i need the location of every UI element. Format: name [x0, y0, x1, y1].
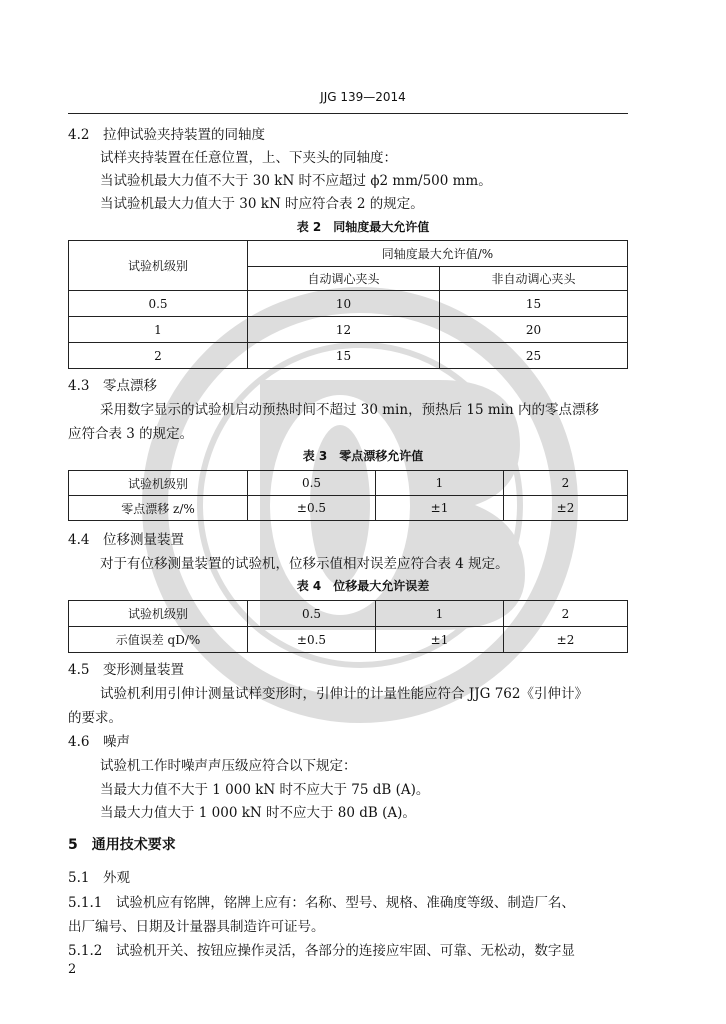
- table-cell: 25: [440, 343, 628, 369]
- table-cell: 0.5: [69, 291, 248, 317]
- table-cell: 零点漂移 z/%: [69, 496, 248, 521]
- section-5-1-1-text-1: 5.1.1 试验机应有铭牌，铭牌上应有：名称、型号、规格、准确度等级、制造厂名、: [68, 895, 575, 911]
- section-5-1-title: 5.1 外观: [68, 870, 130, 886]
- section-4-6-text-1: 试验机工作时噪声声压级应符合以下规定：: [100, 758, 357, 774]
- table-row: [69, 471, 628, 496]
- section-5-1-2-text-1: 5.1.2 试验机开关、按钮应操作灵活，各部分的连接应牢固、可靠、无松动，数字显: [68, 943, 575, 959]
- table-row: [69, 601, 628, 627]
- table-3: [68, 470, 628, 521]
- table-2: [68, 240, 628, 369]
- table-2-header-group: 同轴度最大允许值/%: [248, 241, 628, 267]
- section-4-5-text-1: 试验机利用引伸计测量试样变形时，引伸计的计量性能应符合 JJG 762《引伸计》: [100, 686, 588, 702]
- table-cell: ±1: [376, 627, 504, 653]
- table-row: [69, 291, 628, 317]
- section-4-3-text-1: 采用数字显示的试验机启动预热时间不超过 30 min，预热后 15 min 内的零点漂移: [100, 402, 599, 418]
- table-cell: 2: [504, 601, 628, 627]
- table-cell: 0.5: [248, 601, 376, 627]
- section-4-5-text-2: 的要求。: [68, 710, 122, 726]
- table-cell: ±0.5: [248, 496, 376, 521]
- table-cell: 15: [440, 291, 628, 317]
- header-rule: [68, 113, 628, 114]
- section-4-6-text-3: 当最大力值大于 1 000 kN 时不应大于 80 dB (A)。: [100, 805, 416, 821]
- table-cell: 15: [248, 343, 440, 369]
- table-row: [69, 317, 628, 343]
- table-cell: ±0.5: [248, 627, 376, 653]
- table-cell: 试验机级别: [69, 601, 248, 627]
- section-4-6-title: 4.6 噪声: [68, 734, 130, 750]
- document-code-header: JJG 139—2014: [320, 90, 406, 104]
- section-5-title: 5 通用技术要求: [68, 837, 176, 853]
- table-cell: ±2: [504, 627, 628, 653]
- table-row: [69, 496, 628, 521]
- table-4-caption: 表 4 位移最大允许误差: [296, 579, 430, 593]
- section-4-4-text-1: 对于有位移测量装置的试验机，位移示值相对误差应符合表 4 规定。: [100, 556, 509, 572]
- table-row: [69, 343, 628, 369]
- table-cell: 1: [376, 601, 504, 627]
- section-4-3-text-2: 应符合表 3 的规定。: [68, 426, 194, 442]
- table-2-header-nonauto: 非自动调心夹头: [440, 267, 628, 291]
- table-cell: 0.5: [248, 471, 376, 496]
- section-4-4-title: 4.4 位移测量装置: [68, 532, 184, 548]
- table-cell: ±1: [376, 496, 504, 521]
- table-row: [69, 627, 628, 653]
- table-cell: 示值误差 qD/%: [69, 627, 248, 653]
- section-4-3-title: 4.3 零点漂移: [68, 378, 157, 394]
- table-2-caption: 表 2 同轴度最大允许值: [296, 220, 430, 234]
- section-4-2-text-3: 当试验机最大力值大于 30 kN 时应符合表 2 的规定。: [100, 196, 424, 212]
- section-4-2-text-1: 试样夹持装置在任意位置，上、下夹头的同轴度：: [100, 150, 397, 166]
- table-cell: 2: [504, 471, 628, 496]
- section-4-5-title: 4.5 变形测量装置: [68, 662, 184, 678]
- table-cell: 2: [69, 343, 248, 369]
- table-cell: 12: [248, 317, 440, 343]
- table-cell: 1: [376, 471, 504, 496]
- page-number: 2: [68, 962, 77, 977]
- table-cell: 20: [440, 317, 628, 343]
- table-4: [68, 600, 628, 653]
- table-2-header-level: 试验机级别: [69, 241, 248, 291]
- table-3-caption: 表 3 零点漂移允许值: [302, 449, 424, 463]
- table-2-header-auto: 自动调心夹头: [248, 267, 440, 291]
- section-4-2-title: 4.2 拉伸试验夹持装置的同轴度: [68, 127, 265, 143]
- section-4-2-text-2: 当试验机最大力值不大于 30 kN 时不应超过 ϕ2 mm/500 mm。: [100, 173, 492, 189]
- table-cell: 试验机级别: [69, 471, 248, 496]
- table-cell: ±2: [504, 496, 628, 521]
- table-cell: 10: [248, 291, 440, 317]
- section-4-6-text-2: 当最大力值不大于 1 000 kN 时不应大于 75 dB (A)。: [100, 782, 430, 798]
- section-5-1-1-text-2: 出厂编号、日期及计量器具制造许可证号。: [68, 919, 325, 935]
- table-cell: 1: [69, 317, 248, 343]
